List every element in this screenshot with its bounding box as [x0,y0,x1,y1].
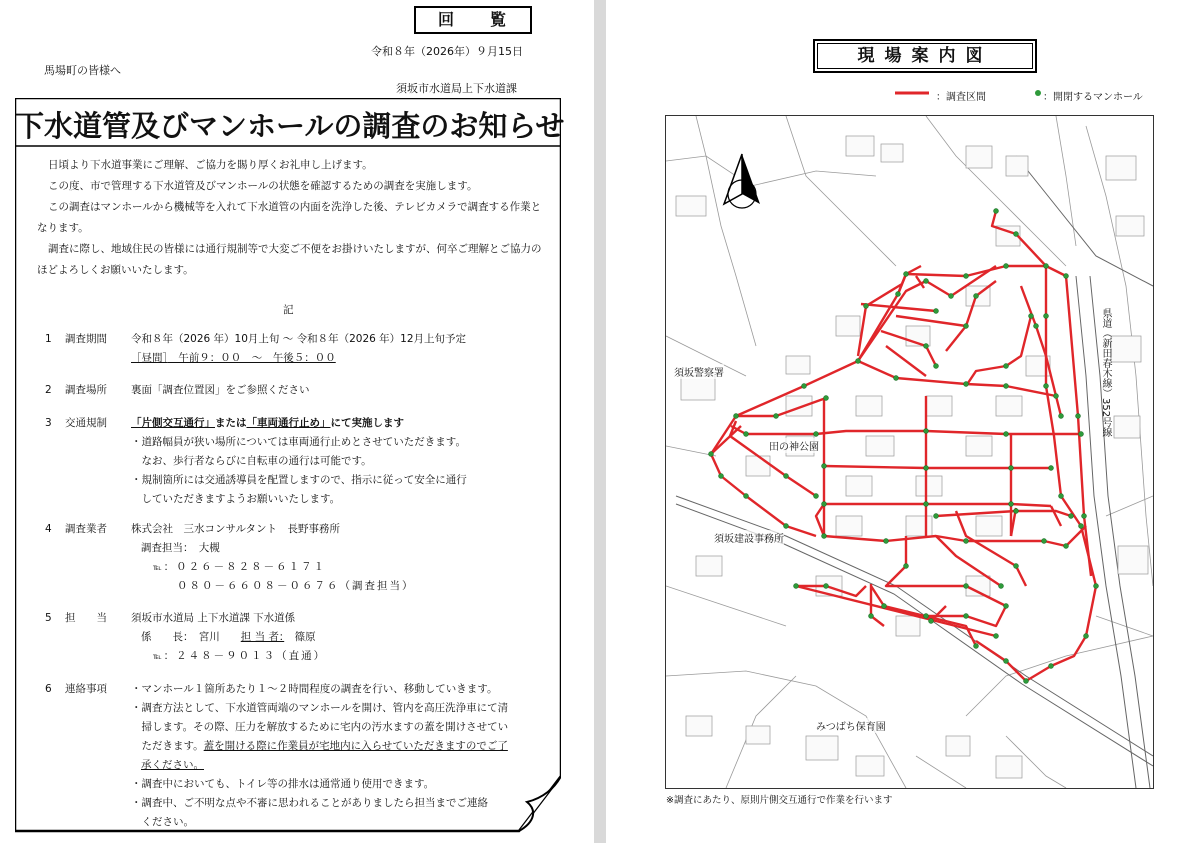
kairan-box: 回 覧 [414,6,532,34]
item-label: 調査場所 [65,384,107,396]
item-label: 調査期間 [65,333,107,345]
item-label: 交通規制 [65,417,107,429]
period-hours: 午前９：００ ～ 午後５：００ [167,352,336,364]
traffic-bullet-1b: なお、歩行者ならびに自転車の通行は可能です。 [131,455,372,467]
traffic-bullet-2: ・規制箇所には交通誘導員を配置しますので、指示に従って安全に通行 [131,474,467,486]
label-police: 須坂警察署 [674,364,724,379]
contact-tel: ：２４８－９０１３（直通） [163,650,327,662]
map-footnote: ※調査にあたり、原則片側交互通行で作業を行います [666,795,893,806]
item-place [45,381,545,401]
legend-manhole-dot [1034,89,1042,97]
contact-person-label: 担 当 者： [240,631,285,643]
road-closure: 「車両通行止め」 [246,417,331,429]
item-number: 2 [45,384,52,396]
item-notes [45,680,555,830]
item-traffic [45,414,545,509]
contact-person: 篠原 [284,631,316,643]
traffic-bullet-1: ・道路幅員が狭い場所については車両通行止めとさせていただきます。 [131,436,466,448]
note-1: ・マンホール１箇所あたり１～２時間程度の調査を行い、移動していきます。 [131,683,498,695]
legend-manhole-label: ：開閉するマンホール [1043,92,1143,103]
legend-route-swatch [895,90,929,96]
label-nursery: みつばち保育園 [816,718,886,733]
label-road: 県道（新田春木線）352号線 [1100,308,1111,438]
intro-paragraph-2: この度、市で管理する下水道管及びマンホールの状態を確認するための調査を実施します。 [48,180,478,192]
notice-frame [15,98,565,833]
note-2-underlined: 蓋を開ける際に作業員が宅地内に入らせていただきますのでご了 [203,740,508,752]
item-number: 5 [45,612,52,624]
traffic-tail: にて実施します [330,417,404,429]
item-number: 6 [45,683,52,695]
label-park: 田の神公園 [769,438,819,453]
page-gutter [594,0,606,843]
note-3: ・調査中においても、トイレ等の排水は通常通り使用できます。 [131,778,435,790]
note-4b: ください。 [131,816,194,828]
note-2b: 掃します。その際、圧力を解放するために宅内の汚水ますの蓋を開けさせてい [131,721,509,733]
item-contractor [45,520,545,600]
note-2-underlined-tail: 承ください。 [141,759,204,771]
ki-mark: 記 [283,304,294,316]
sender: 須坂市水道局上下水道課 [396,82,517,95]
intro-paragraph-4: 調査に際し、地域住民の皆様には通行規制等で大変ご不便をお掛けいたしますが、何卒ご理解とご協力のほどよろしくお願いいたします。 [37,243,542,276]
contractor-tel-2: ０８０－６６０８－０６７６（調査担当） [177,580,415,592]
intro-paragraph-3: この調査はマンホールから機械等を入れて下水道管の内面を洗浄した後、テレビカメラで調査する作業となります。 [37,201,542,234]
item-number: 1 [45,333,52,345]
item-contact [45,609,545,669]
contact-dept: 須坂市水道局 上下水道課 下水道係 [131,612,296,624]
period-daytime-label: ［昼間］ [131,352,168,364]
note-2a: ・調査方法として、下水道管両端のマンホールを開け、管内を高圧洗浄車にて清 [131,702,509,714]
contractor-person: 調査担当： 大槻 [141,542,220,554]
item-label: 連絡事項 [65,683,107,695]
item-period [45,330,545,370]
tel-label: ℡ [153,563,164,572]
place-text: 裏面「調査位置図」をご参照ください [131,384,310,396]
item-label: 調査業者 [65,523,107,535]
contractor-name: 株式会社 三水コンサルタント 長野事務所 [131,523,341,535]
note-2c: ただきます。 [131,740,204,752]
intro-text [37,155,547,281]
item-number: 3 [45,417,52,429]
period-dates: 令和８年（2026 年）10月上旬 ～ 令和８年（2026 年）12月上旬予定 [131,333,467,345]
intro-paragraph-1: 日頃より下水道事業にご理解、ご協力を賜り厚くお礼申し上げます。 [48,159,373,171]
one-way-alternating: 「片側交互通行」 [131,417,215,429]
tel-label: ℡ [153,652,164,661]
contractor-tel-1: ：０２６－８２８－６１７１ [163,561,327,573]
map-title: 現場案内図 [813,39,1037,73]
site-map [665,115,1154,789]
map-drawing [666,116,1153,788]
traffic-bullet-2b: していただきますようお願いいたします。 [131,493,341,505]
item-label: 担 当 [65,612,107,624]
note-4: ・調査中、ご不明な点や不審に思われることがありましたら担当までご連絡 [131,797,488,809]
legend-route-label: ：調査区間 [936,92,986,103]
item-number: 4 [45,523,52,535]
addressee: 馬場町の皆様へ [44,64,121,77]
contact-chief: 係 長： 宮川 [141,631,241,643]
notice-title: 下水道管及びマンホールの調査のお知らせ [15,109,565,143]
traffic-or: または [215,417,247,429]
issue-date: 令和８年（2026年）９月15日 [371,45,523,58]
label-office: 須坂建設事務所 [714,530,784,545]
